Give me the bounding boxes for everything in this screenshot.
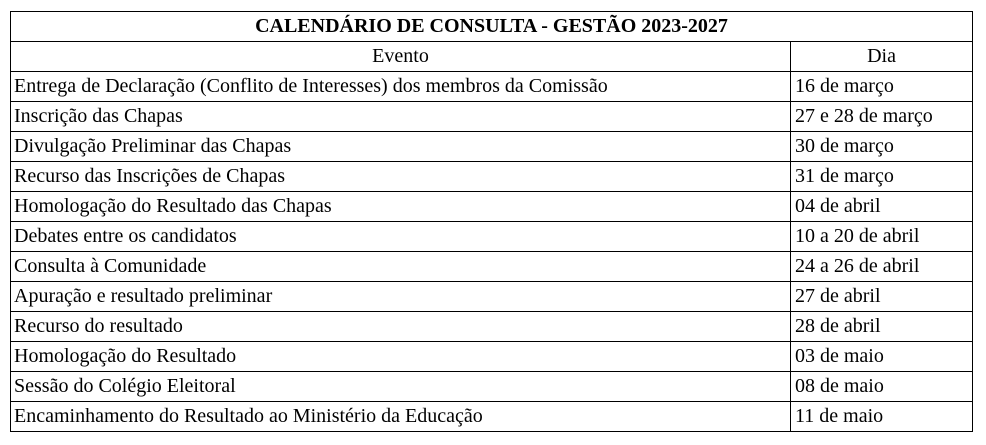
dia-cell: 30 de março (791, 132, 973, 162)
evento-cell: Entrega de Declaração (Conflito de Interesses) dos membros da Comissão (11, 72, 791, 102)
table-row (11, 162, 973, 192)
evento-cell: Recurso do resultado (11, 312, 791, 342)
evento-cell: Inscrição das Chapas (11, 102, 791, 132)
dia-cell: 04 de abril (791, 192, 973, 222)
evento-cell: Apuração e resultado preliminar (11, 282, 791, 312)
dia-cell: 31 de março (791, 162, 973, 192)
table-row (11, 102, 973, 132)
evento-cell: Consulta à Comunidade (11, 252, 791, 282)
dia-cell: 28 de abril (791, 312, 973, 342)
table-row (11, 312, 973, 342)
evento-cell: Debates entre os candidatos (11, 222, 791, 252)
table-row (11, 372, 973, 402)
table-row (11, 402, 973, 432)
calendar-table (10, 11, 973, 432)
table-row (11, 72, 973, 102)
dia-cell: 03 de maio (791, 342, 973, 372)
evento-cell: Encaminhamento do Resultado ao Ministério da Educação (11, 402, 791, 432)
dia-cell: 27 e 28 de março (791, 102, 973, 132)
column-header-evento: Evento (11, 42, 791, 72)
dia-cell: 24 a 26 de abril (791, 252, 973, 282)
table-row (11, 222, 973, 252)
dia-cell: 27 de abril (791, 282, 973, 312)
dia-cell: 11 de maio (791, 402, 973, 432)
title-row (11, 12, 973, 42)
dia-cell: 10 a 20 de abril (791, 222, 973, 252)
table-row (11, 282, 973, 312)
evento-cell: Recurso das Inscrições de Chapas (11, 162, 791, 192)
table-row (11, 132, 973, 162)
evento-cell: Homologação do Resultado das Chapas (11, 192, 791, 222)
evento-cell: Divulgação Preliminar das Chapas (11, 132, 791, 162)
table-title: CALENDÁRIO DE CONSULTA - GESTÃO 2023-2027 (11, 12, 973, 42)
dia-cell: 08 de maio (791, 372, 973, 402)
table-row (11, 252, 973, 282)
header-row (11, 42, 973, 72)
table-row (11, 342, 973, 372)
evento-cell: Sessão do Colégio Eleitoral (11, 372, 791, 402)
dia-cell: 16 de março (791, 72, 973, 102)
table-row (11, 192, 973, 222)
column-header-dia: Dia (791, 42, 973, 72)
evento-cell: Homologação do Resultado (11, 342, 791, 372)
